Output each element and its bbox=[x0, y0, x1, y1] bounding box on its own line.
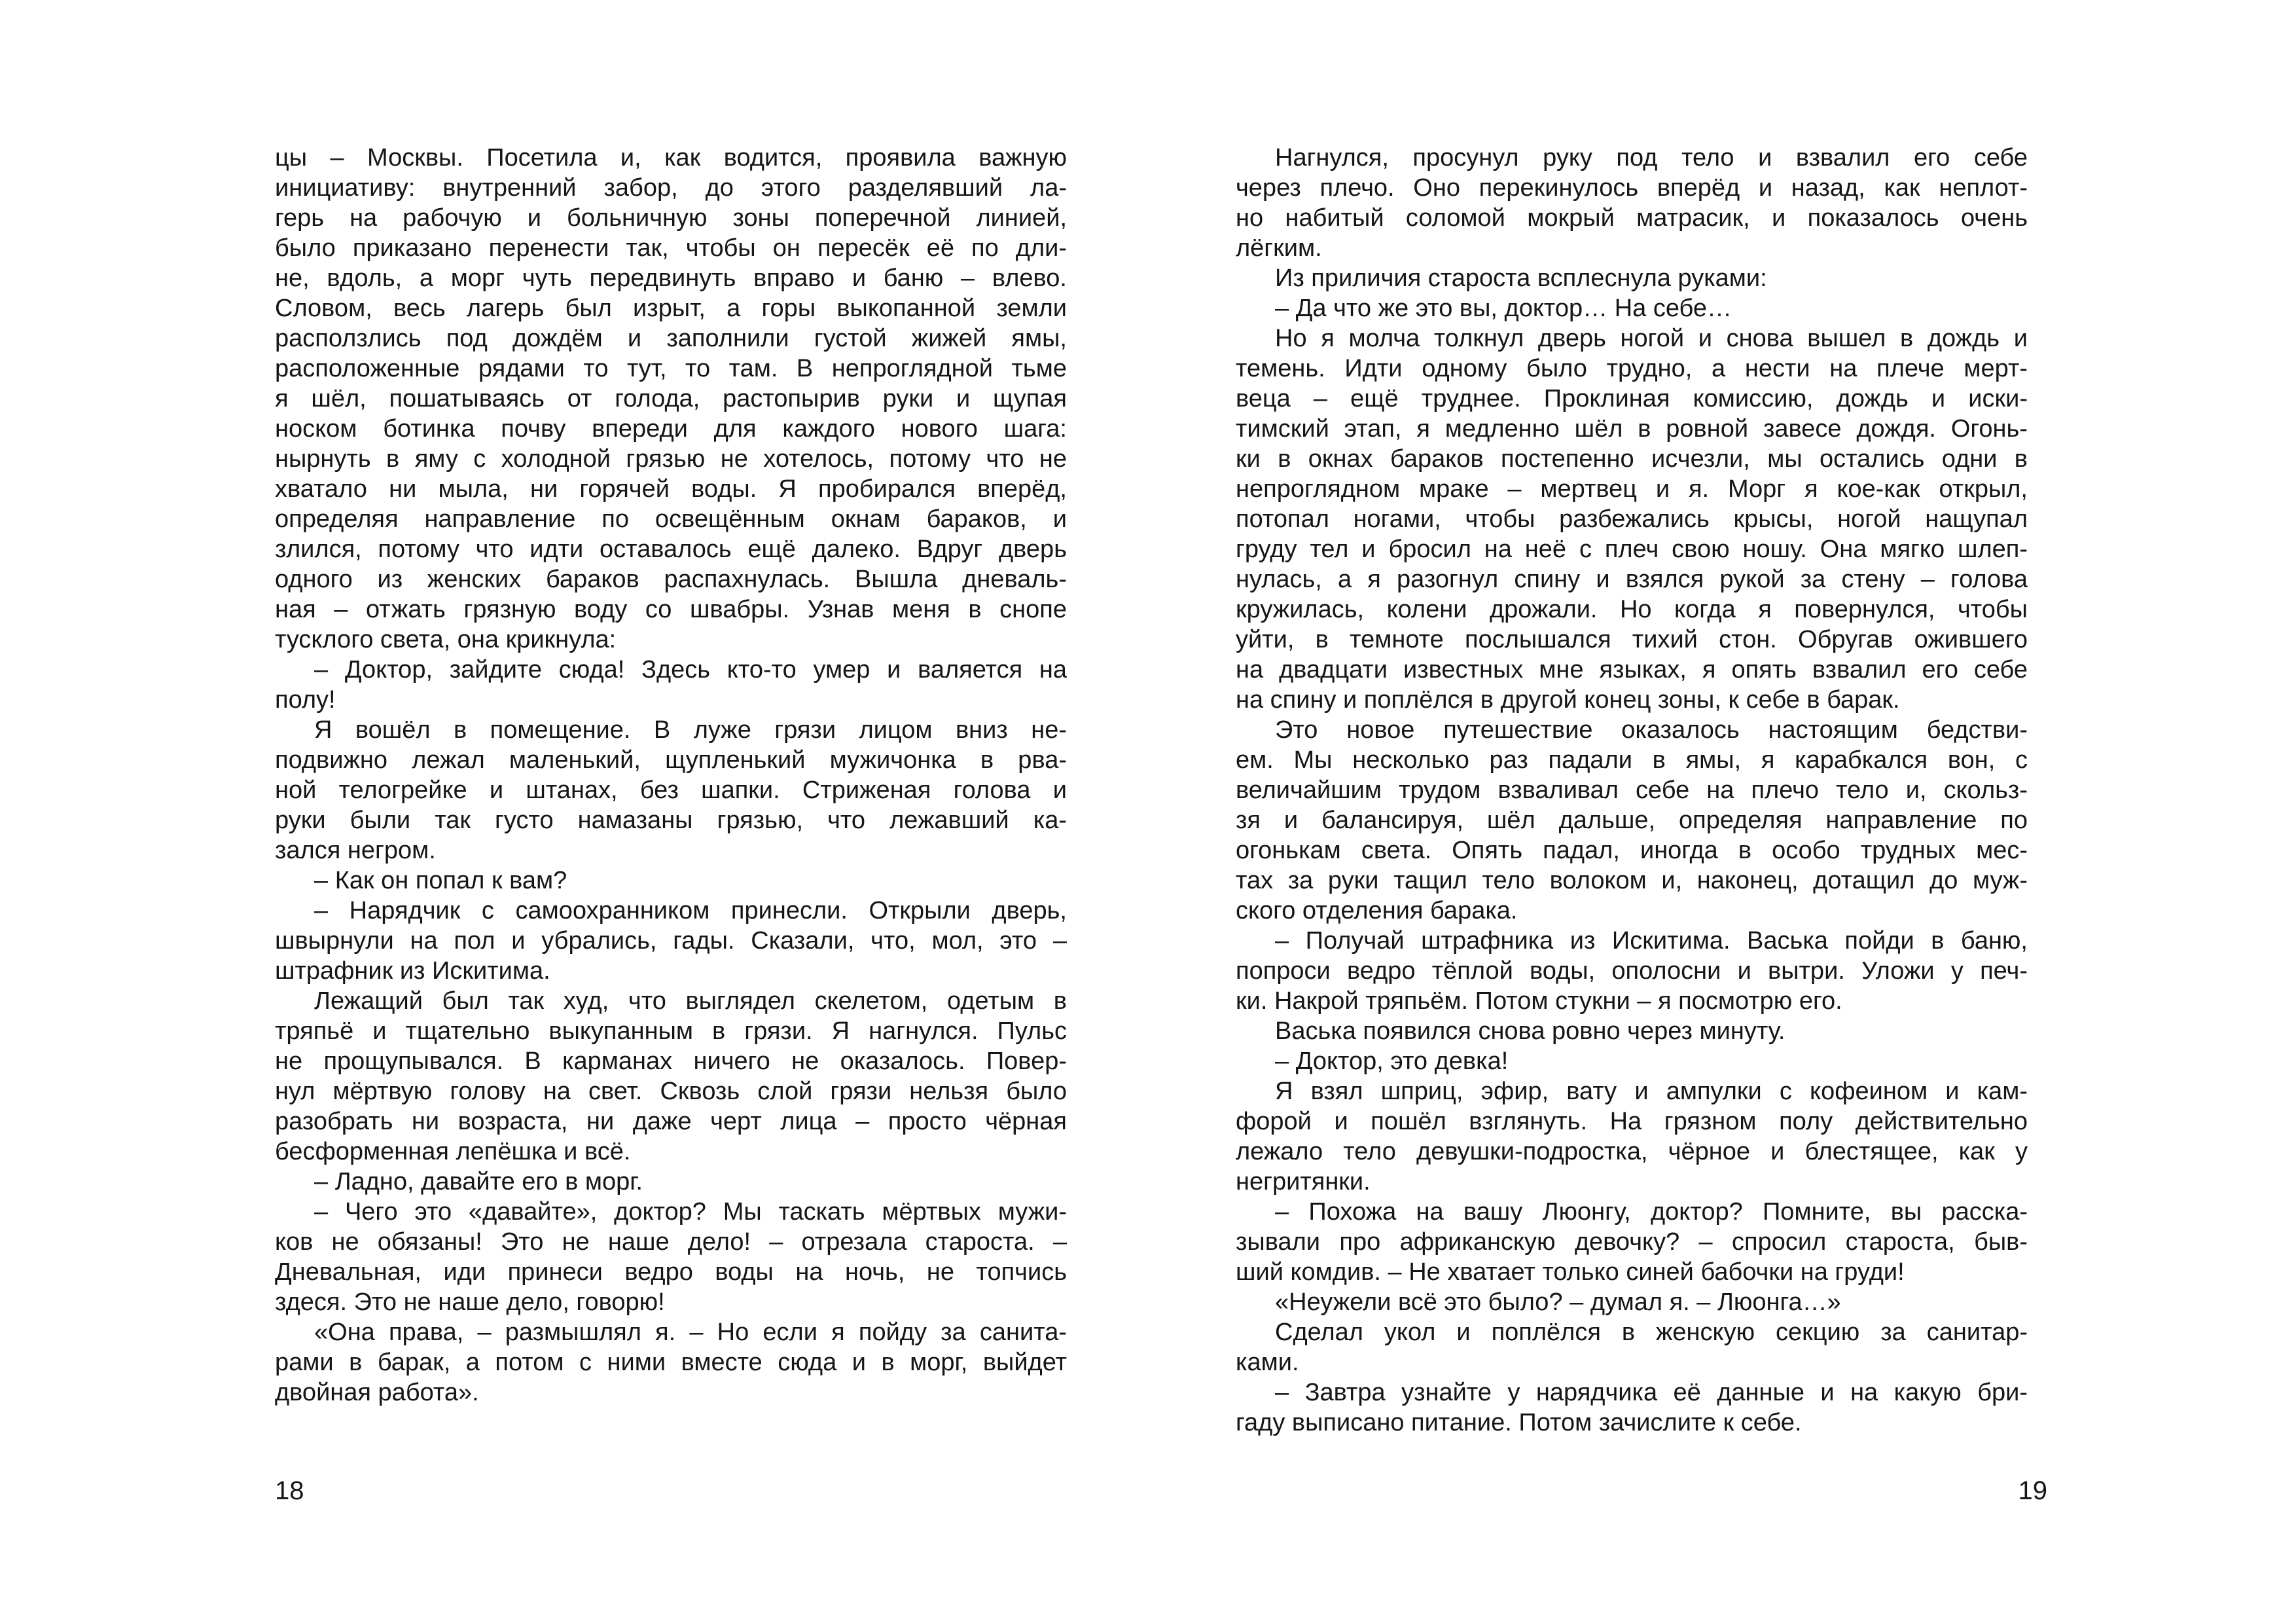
text-line: величайшим трудом взваливал себе на плечо тело и, скольз- bbox=[1236, 776, 2028, 804]
text-line: Васька появился снова ровно через минуту. bbox=[1275, 1017, 1785, 1045]
text-line: Из приличия староста всплеснула руками: bbox=[1275, 264, 1767, 292]
text-line: расползлись под дождём и заполнили густой жижей ямы, bbox=[275, 325, 1067, 352]
text-line: тах за руки тащил тело волоком и, наконец, дотащил до муж- bbox=[1236, 867, 2028, 894]
text-line: Словом, весь лагерь был изрыт, а горы выкопанной земли bbox=[275, 295, 1067, 322]
text-line: не, вдоль, а морг чуть передвинуть вправо и баню – влево. bbox=[275, 264, 1067, 292]
text-line: тряпьё и тщательно выкупанным в грязи. Я нагнулся. Пульс bbox=[275, 1017, 1067, 1045]
text-line: разобрать ни возраста, ни даже черт лица – просто чёрная bbox=[275, 1108, 1067, 1135]
text-line: ки. Накрой тряпьём. Потом стукни – я посмотрю его. bbox=[1236, 987, 1842, 1015]
text-line: груду тел и бросил на неё с плеч свою ношу. Она мягко шлеп- bbox=[1236, 536, 2028, 563]
text-line: – Получай штрафника из Искитима. Васька пойди в баню, bbox=[1275, 927, 2028, 955]
text-line: цы – Москвы. Посетила и, как водится, проявила важную bbox=[275, 144, 1067, 172]
text-line: тимский этап, я медленно шёл в ровной завесе дождя. Огонь- bbox=[1236, 415, 2028, 443]
text-line: Я вошёл в помещение. В луже грязи лицом вниз не- bbox=[314, 716, 1067, 744]
text-line: – Доктор, это девка! bbox=[1275, 1048, 1509, 1075]
text-line: ший комдив. – Не хватает только синей бабочки на груди! bbox=[1236, 1258, 1905, 1286]
text-line: расположенные рядами то тут, то там. В непроглядной тьме bbox=[275, 355, 1067, 382]
text-line: не прощупывался. В карманах ничего не оказалось. Повер- bbox=[275, 1048, 1067, 1075]
text-line: ем. Мы несколько раз падали в ямы, я карабкался вон, с bbox=[1236, 746, 2028, 774]
page-left bbox=[275, 143, 1067, 1408]
text-line: – Завтра узнайте у нарядчика её данные и на какую бри- bbox=[1275, 1379, 2028, 1406]
text-line: ского отделения барака. bbox=[1236, 897, 1518, 924]
text-line: штрафник из Искитима. bbox=[275, 957, 550, 985]
text-line: бесформенная лепёшка и всё. bbox=[275, 1138, 631, 1165]
text-line: Нагнулся, просунул руку под тело и взвалил его себе bbox=[1275, 144, 2028, 172]
text-line: нулась, а я разогнул спину и взялся рукой за стену – голова bbox=[1236, 566, 2028, 593]
text-line: веца – ещё труднее. Проклиная комиссию, дождь и иски- bbox=[1236, 385, 2028, 412]
text-line: – Как он попал к вам? bbox=[314, 867, 567, 894]
text-line: негритянки. bbox=[1236, 1168, 1371, 1195]
text-line: Дневальная, иди принеси ведро воды на ночь, не топчись bbox=[275, 1258, 1067, 1286]
text-line: здеся. Это не наше дело, говорю! bbox=[275, 1288, 665, 1316]
text-line: лежало тело девушки-подростка, чёрное и блестящее, как у bbox=[1236, 1138, 2028, 1165]
page-number-right: 19 bbox=[2018, 1476, 2047, 1505]
text-line: – Нарядчик с самоохранником принесли. Открыли дверь, bbox=[314, 897, 1067, 924]
text-line: темень. Идти одному было трудно, а нести на плече мерт- bbox=[1236, 355, 2028, 382]
text-line: огонькам света. Опять падал, иногда в особо трудных мес- bbox=[1236, 837, 2028, 864]
page-number-left: 18 bbox=[275, 1476, 304, 1505]
text-line: «Она права, – размышлял я. – Но если я пойду за санита- bbox=[314, 1319, 1067, 1346]
text-line: потопал ногами, чтобы разбежались крысы, ногой нащупал bbox=[1236, 505, 2028, 533]
text-line: ной телогрейке и штанах, без шапки. Стриженая голова и bbox=[275, 776, 1067, 804]
text-line: кружилась, колени дрожали. Но когда я повернулся, чтобы bbox=[1236, 596, 2028, 623]
text-line: руки были так густо намазаны грязью, что лежавший ка- bbox=[275, 807, 1067, 834]
text-line: на спину и поплёлся в другой конец зоны, к себе в барак. bbox=[1236, 686, 1900, 714]
text-line: непроглядном мраке – мертвец и я. Морг я кое-как открыл, bbox=[1236, 475, 2028, 503]
text-line: полу! bbox=[275, 686, 336, 714]
text-line: определяя направление по освещённым окнам бараков, и bbox=[275, 505, 1067, 533]
text-line: форой и пошёл взглянуть. На грязном полу действительно bbox=[1236, 1108, 2028, 1135]
page-right bbox=[1236, 143, 2028, 1438]
text-line: Это новое путешествие оказалось настоящим бедстви- bbox=[1275, 716, 2028, 744]
text-line: «Неужели всё это было? – думал я. – Люонга…» bbox=[1275, 1288, 1841, 1316]
text-line: нул мёртвую голову на свет. Сквозь слой грязи нельзя было bbox=[275, 1078, 1067, 1105]
page-left-text bbox=[275, 143, 1067, 1408]
text-line: попроси ведро тёплой воды, ополосни и вытри. Уложи у печ- bbox=[1236, 957, 2028, 985]
text-line: но набитый соломой мокрый матрасик, и показалось очень bbox=[1236, 204, 2028, 232]
text-line: – Чего это «давайте», доктор? Мы таскать мёртвых мужи- bbox=[314, 1198, 1067, 1226]
page-right-text bbox=[1236, 143, 2028, 1438]
text-line: ная – отжать грязную воду со швабры. Узнав меня в снопе bbox=[275, 596, 1067, 623]
text-line: на двадцати известных мне языках, я опять взвалил его себе bbox=[1236, 656, 2028, 684]
text-line: гаду выписано питание. Потом зачислите к себе. bbox=[1236, 1409, 1802, 1436]
text-line: зывали про африканскую девочку? – спросил староста, быв- bbox=[1236, 1228, 2028, 1256]
text-line: ки в окнах бараков постепенно исчезли, мы остались одни в bbox=[1236, 445, 2028, 473]
text-line: уйти, в темноте послышался тихий стон. Обругав ожившего bbox=[1236, 626, 2028, 653]
text-line: герь на рабочую и больничную зоны поперечной линией, bbox=[275, 204, 1067, 232]
text-line: тусклого света, она крикнула: bbox=[275, 626, 617, 653]
text-line: зя и балансируя, шёл дальше, определяя направление по bbox=[1236, 807, 2028, 834]
text-line: носком ботинка почву впереди для каждого нового шага: bbox=[275, 415, 1067, 443]
text-line: ков не обязаны! Это не наше дело! – отрезала староста. – bbox=[275, 1228, 1067, 1256]
text-line: подвижно лежал маленький, щупленький мужичонка в рва- bbox=[275, 746, 1067, 774]
text-line: Лежащий был так худ, что выглядел скелетом, одетым в bbox=[314, 987, 1067, 1015]
text-line: двойная работа». bbox=[275, 1379, 479, 1406]
text-line: одного из женских бараков распахнулась. Вышла дневаль- bbox=[275, 566, 1067, 593]
text-line: инициативу: внутренний забор, до этого разделявший ла- bbox=[275, 174, 1067, 202]
text-line: я шёл, пошатываясь от голода, растопырив руки и щупая bbox=[275, 385, 1067, 412]
text-line: – Похожа на вашу Люонгу, доктор? Помните, вы расска- bbox=[1275, 1198, 2028, 1226]
text-line: было приказано перенести так, чтобы он пересёк её по дли- bbox=[275, 234, 1067, 262]
text-line: Я взял шприц, эфир, вату и ампулки с кофеином и кам- bbox=[1275, 1078, 2028, 1105]
text-line: хватало ни мыла, ни горячей воды. Я пробирался вперёд, bbox=[275, 475, 1067, 503]
text-line: – Да что же это вы, доктор… На себе… bbox=[1275, 295, 1732, 322]
text-line: нырнуть в яму с холодной грязью не хотелось, потому что не bbox=[275, 445, 1067, 473]
text-line: – Доктор, зайдите сюда! Здесь кто-то умер и валяется на bbox=[314, 656, 1067, 684]
text-line: злился, потому что идти оставалось ещё далеко. Вдруг дверь bbox=[275, 536, 1067, 563]
text-line: – Ладно, давайте его в морг. bbox=[314, 1168, 643, 1195]
text-line: рами в барак, а потом с ними вместе сюда и в морг, выйдет bbox=[275, 1349, 1067, 1376]
text-line: Сделал укол и поплёлся в женскую секцию за санитар- bbox=[1275, 1319, 2028, 1346]
text-line: Но я молча толкнул дверь ногой и снова вышел в дождь и bbox=[1275, 325, 2028, 352]
text-line: лёгким. bbox=[1236, 234, 1322, 262]
text-line: ками. bbox=[1236, 1349, 1299, 1376]
text-line: через плечо. Оно перекинулось вперёд и назад, как неплот- bbox=[1236, 174, 2028, 202]
text-line: швырнули на пол и убрались, гады. Сказали, что, мол, это – bbox=[275, 927, 1067, 955]
text-line: зался негром. bbox=[275, 837, 436, 864]
